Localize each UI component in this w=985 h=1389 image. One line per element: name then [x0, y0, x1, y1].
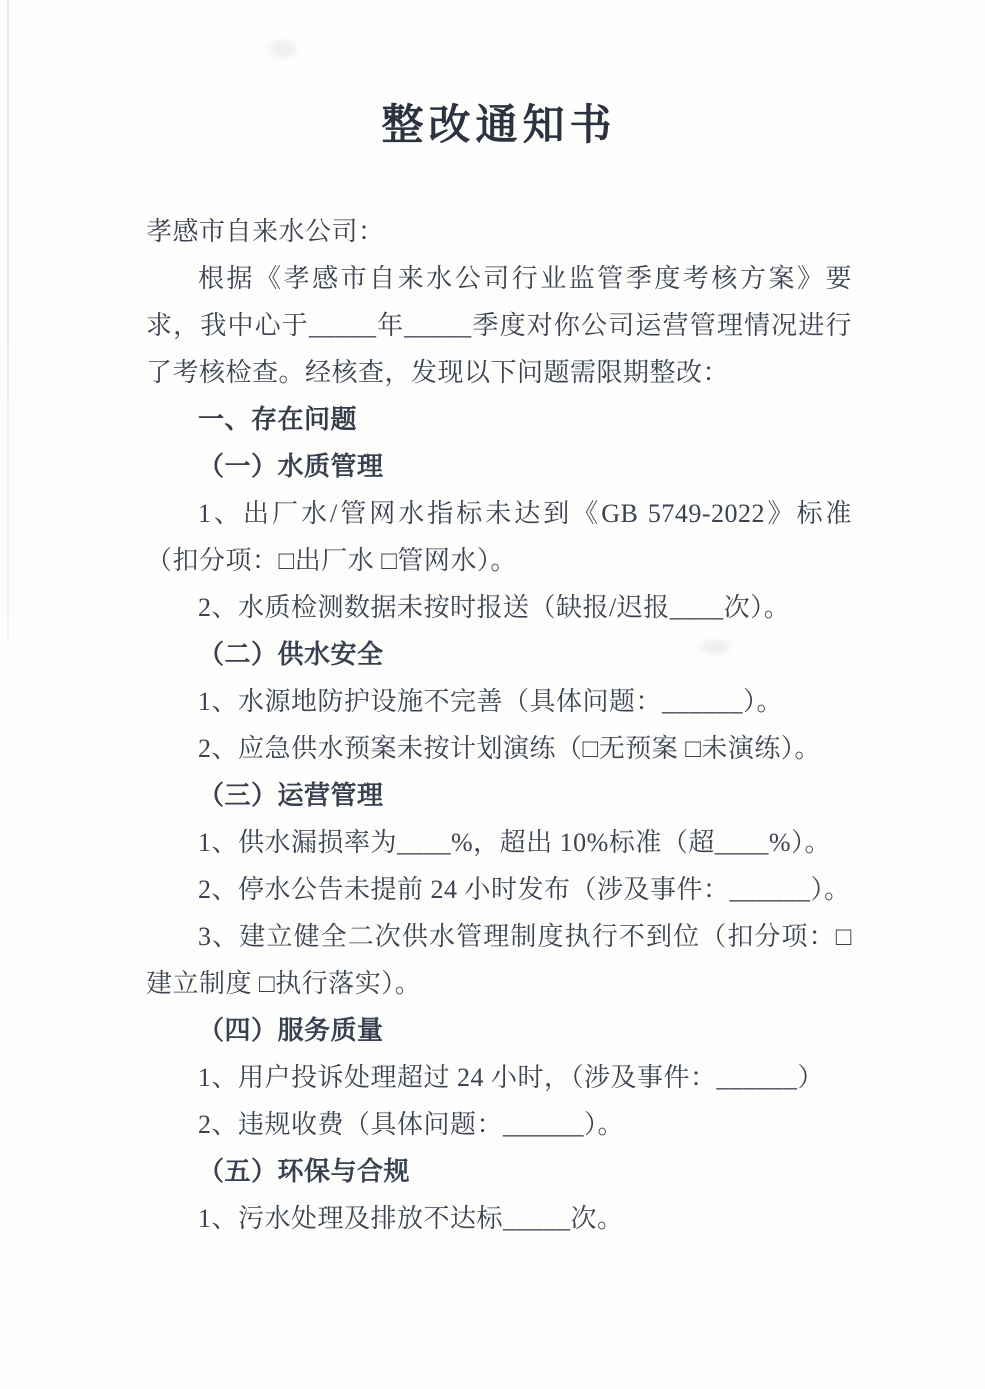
- part1-heading: 一、存在问题: [198, 404, 358, 434]
- item-paragraph: 1、用户投诉处理超过 24 小时，（涉及事件：______）: [198, 1063, 825, 1092]
- subsection-title-service-quality: （四）服务质量: [198, 1016, 384, 1045]
- subsection-title-supply-safety: （二）供水安全: [198, 640, 384, 669]
- item-paragraph: 2、停水公告未提前 24 小时发布（涉及事件：______）。: [198, 875, 851, 904]
- document-title: 整改通知书: [381, 103, 617, 149]
- subsection-title-water-quality: （一）水质管理: [198, 452, 384, 481]
- item-paragraph: 1、污水处理及排放不达标_____次。: [198, 1204, 624, 1233]
- scan-edge-artifact: [7, 0, 9, 640]
- salutation: 孝感市自来水公司：: [146, 217, 385, 246]
- item-paragraph: 2、应急供水预案未按计划演练（□无预案 □未演练）。: [198, 734, 821, 763]
- subsection-title-operations: （三）运营管理: [198, 781, 384, 810]
- item-paragraph: 1、出厂水/管网水指标未达到《GB 5749-2022》标准（扣分项：□出厂水 □管网水）。: [146, 499, 852, 575]
- item-paragraph: 3、建立健全二次供水管理制度执行不到位（扣分项：□建立制度 □执行落实）。: [146, 922, 852, 998]
- intro-paragraph: 根据《孝感市自来水公司行业监管季度考核方案》要求，我中心于_____年_____季度对你公司运营管理情况进行了考核检查。经核查，发现以下问题需限期整改：: [146, 264, 852, 387]
- subsection-title-environment-compliance: （五）环保与合规: [198, 1157, 411, 1186]
- item-paragraph: 1、供水漏损率为____%，超出 10%标准（超____%）。: [198, 828, 831, 857]
- item-paragraph: 2、水质检测数据未按时报送（缺报/迟报____次）。: [198, 593, 791, 622]
- item-paragraph: 2、违规收费（具体问题：______）。: [198, 1110, 625, 1139]
- scan-smudge: [270, 40, 296, 58]
- item-paragraph: 1、水源地防护设施不完善（具体问题：______）。: [198, 687, 784, 716]
- document-content: [146, 92, 852, 1242]
